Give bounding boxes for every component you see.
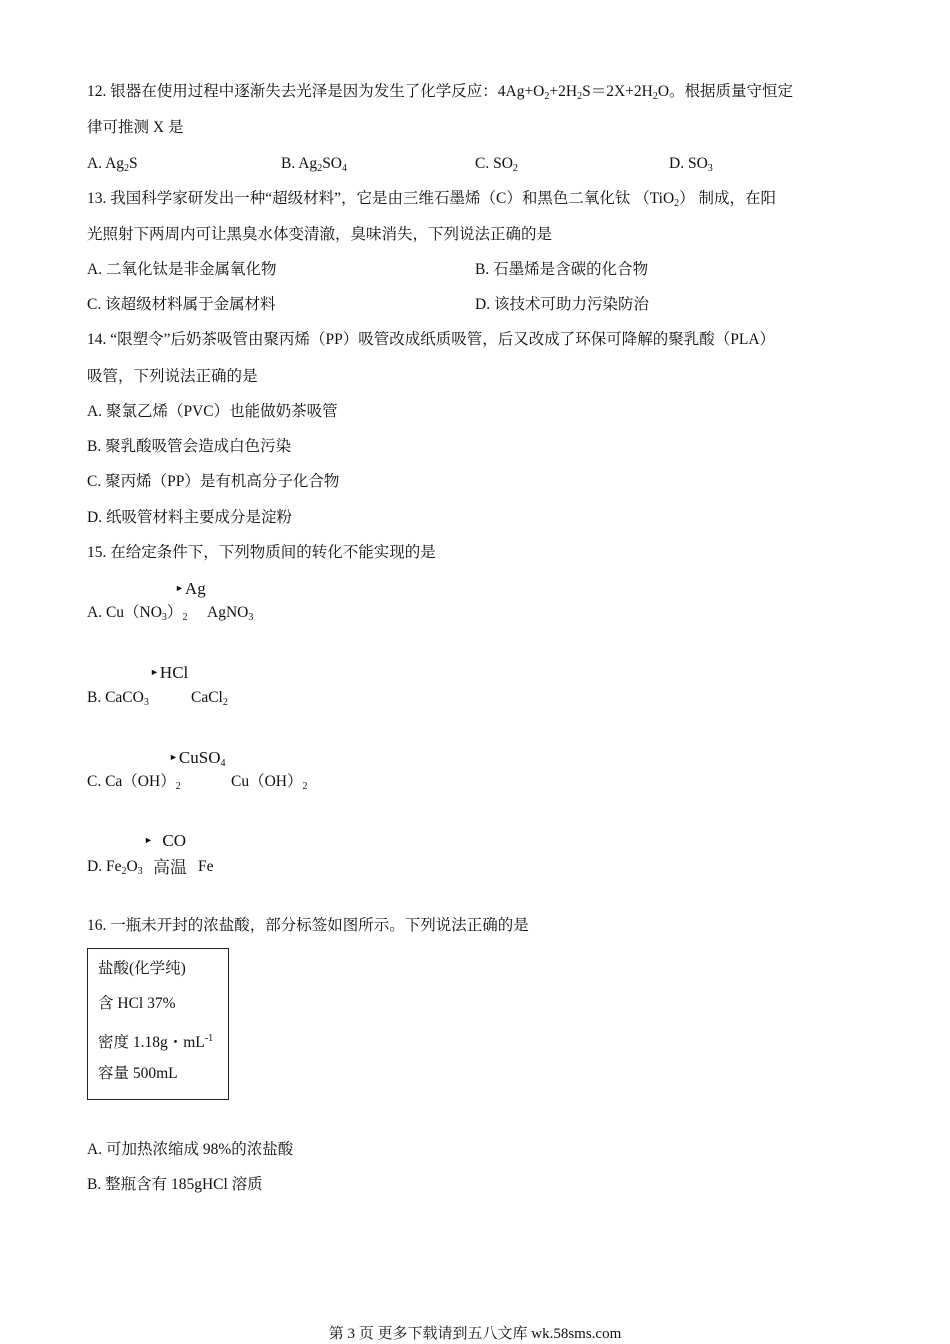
q12-option-c: C. $SO_2$ <box>475 155 518 174</box>
q13-stem-line2: 光照射下两周内可让黑臭水体变清澈，臭味消失，下列说法正确的是 <box>87 226 553 243</box>
q15-option-b: B. CaCO$_3$ <box>87 689 149 708</box>
label-line-name: 盐酸(化学纯) <box>98 960 186 977</box>
q15-a-product: AgNO$_3$ <box>207 604 254 623</box>
q14-stem-line2: 吸管，下列说法正确的是 <box>87 368 258 385</box>
arrow-tip-icon: ► <box>175 583 184 593</box>
q12-stem-line2: 律可推测 X 是 <box>87 119 184 136</box>
label-line-volume: 容量 500mL <box>98 1065 178 1082</box>
q14-option-d: D. 纸吸管材料主要成分是淀粉 <box>87 509 292 526</box>
label-line-content: 含 HCl 37% <box>98 995 176 1012</box>
q14-option-c: C. 聚丙烯（PP）是有机高分子化合物 <box>87 473 340 490</box>
q13-option-b: B. 石墨烯是含碳的化合物 <box>475 261 649 278</box>
q15-option-a: A. $Cu(NO_3)_2$ <box>87 604 188 623</box>
q12-option-a: A. $Ag_2S$ <box>87 155 138 174</box>
q14-option-b: B. 聚乳酸吸管会造成白色污染 <box>87 438 292 455</box>
q15-b-reagent: ►HCl <box>150 663 189 682</box>
page-footer: 第 3 页 更多下载请到五八文库 wk.58sms.com <box>328 1326 622 1342</box>
q15-a-reagent: ►Ag <box>175 579 206 598</box>
q16-option-a: A. 可加热浓缩成 98%的浓盐酸 <box>87 1141 294 1158</box>
q15-d-condition: 高温 <box>153 858 187 877</box>
q15-c-product: $Cu(OH)_2$ <box>231 773 308 792</box>
q15-option-d: D. $Fe_2O_3$ <box>87 858 143 877</box>
q14-option-a: A. 聚氯乙烯（PVC）也能做奶茶吸管 <box>87 403 338 420</box>
arrow-tip-icon: ► <box>150 667 159 677</box>
q12-stem-line1: 12. 银器在使用过程中逐渐失去光泽是因为发生了化学反应：$4Ag+O_2+2H_2S=2X+2H_2O$。根据质量守恒定 <box>87 83 794 102</box>
q13-stem-line1: 13. 我国科学家研发出一种“超级材料”，它是由三维石墨烯（C）和黑色二氧化钛 （TiO$_2$） 制成，在阳 <box>87 190 777 209</box>
q12-option-d: D. $SO_3$ <box>669 155 713 174</box>
arrow-tip-icon: ► <box>169 752 178 762</box>
q13-option-c: C. 该超级材料属于金属材料 <box>87 296 276 313</box>
q16-stem: 16. 一瓶未开封的浓盐酸，部分标签如图所示。下列说法正确的是 <box>87 917 529 934</box>
arrow-tip-icon: ► <box>144 835 153 845</box>
q15-c-reagent: ►CuSO$_4$ <box>169 748 226 769</box>
q13-option-a: A. 二氧化钛是非金属氧化物 <box>87 261 277 278</box>
q15-b-product: CaCl$_2$ <box>191 689 228 708</box>
q15-d-reagent: ► CO <box>144 831 187 850</box>
q14-stem-line1: 14. “限塑令”后奶茶吸管由聚丙烯（PP）吸管改成纸质吸管，后又改成了环保可降解的聚乳酸（PLA） <box>87 331 776 348</box>
label-line-density: 密度 1.18g・$mL^{-1}$ <box>98 1033 214 1051</box>
reagent-label-box <box>87 948 229 1100</box>
q16-option-b: B. 整瓶含有 185gHCl 溶质 <box>87 1176 263 1193</box>
q13-option-d: D. 该技术可助力污染防治 <box>475 296 649 313</box>
q12-option-b: B. $Ag_2SO_4$ <box>281 155 348 174</box>
q15-d-product: Fe <box>198 858 214 875</box>
q15-option-c: C. $Ca(OH)_2$ <box>87 773 181 792</box>
q15-stem: 15. 在给定条件下，下列物质间的转化不能实现的是 <box>87 544 436 561</box>
